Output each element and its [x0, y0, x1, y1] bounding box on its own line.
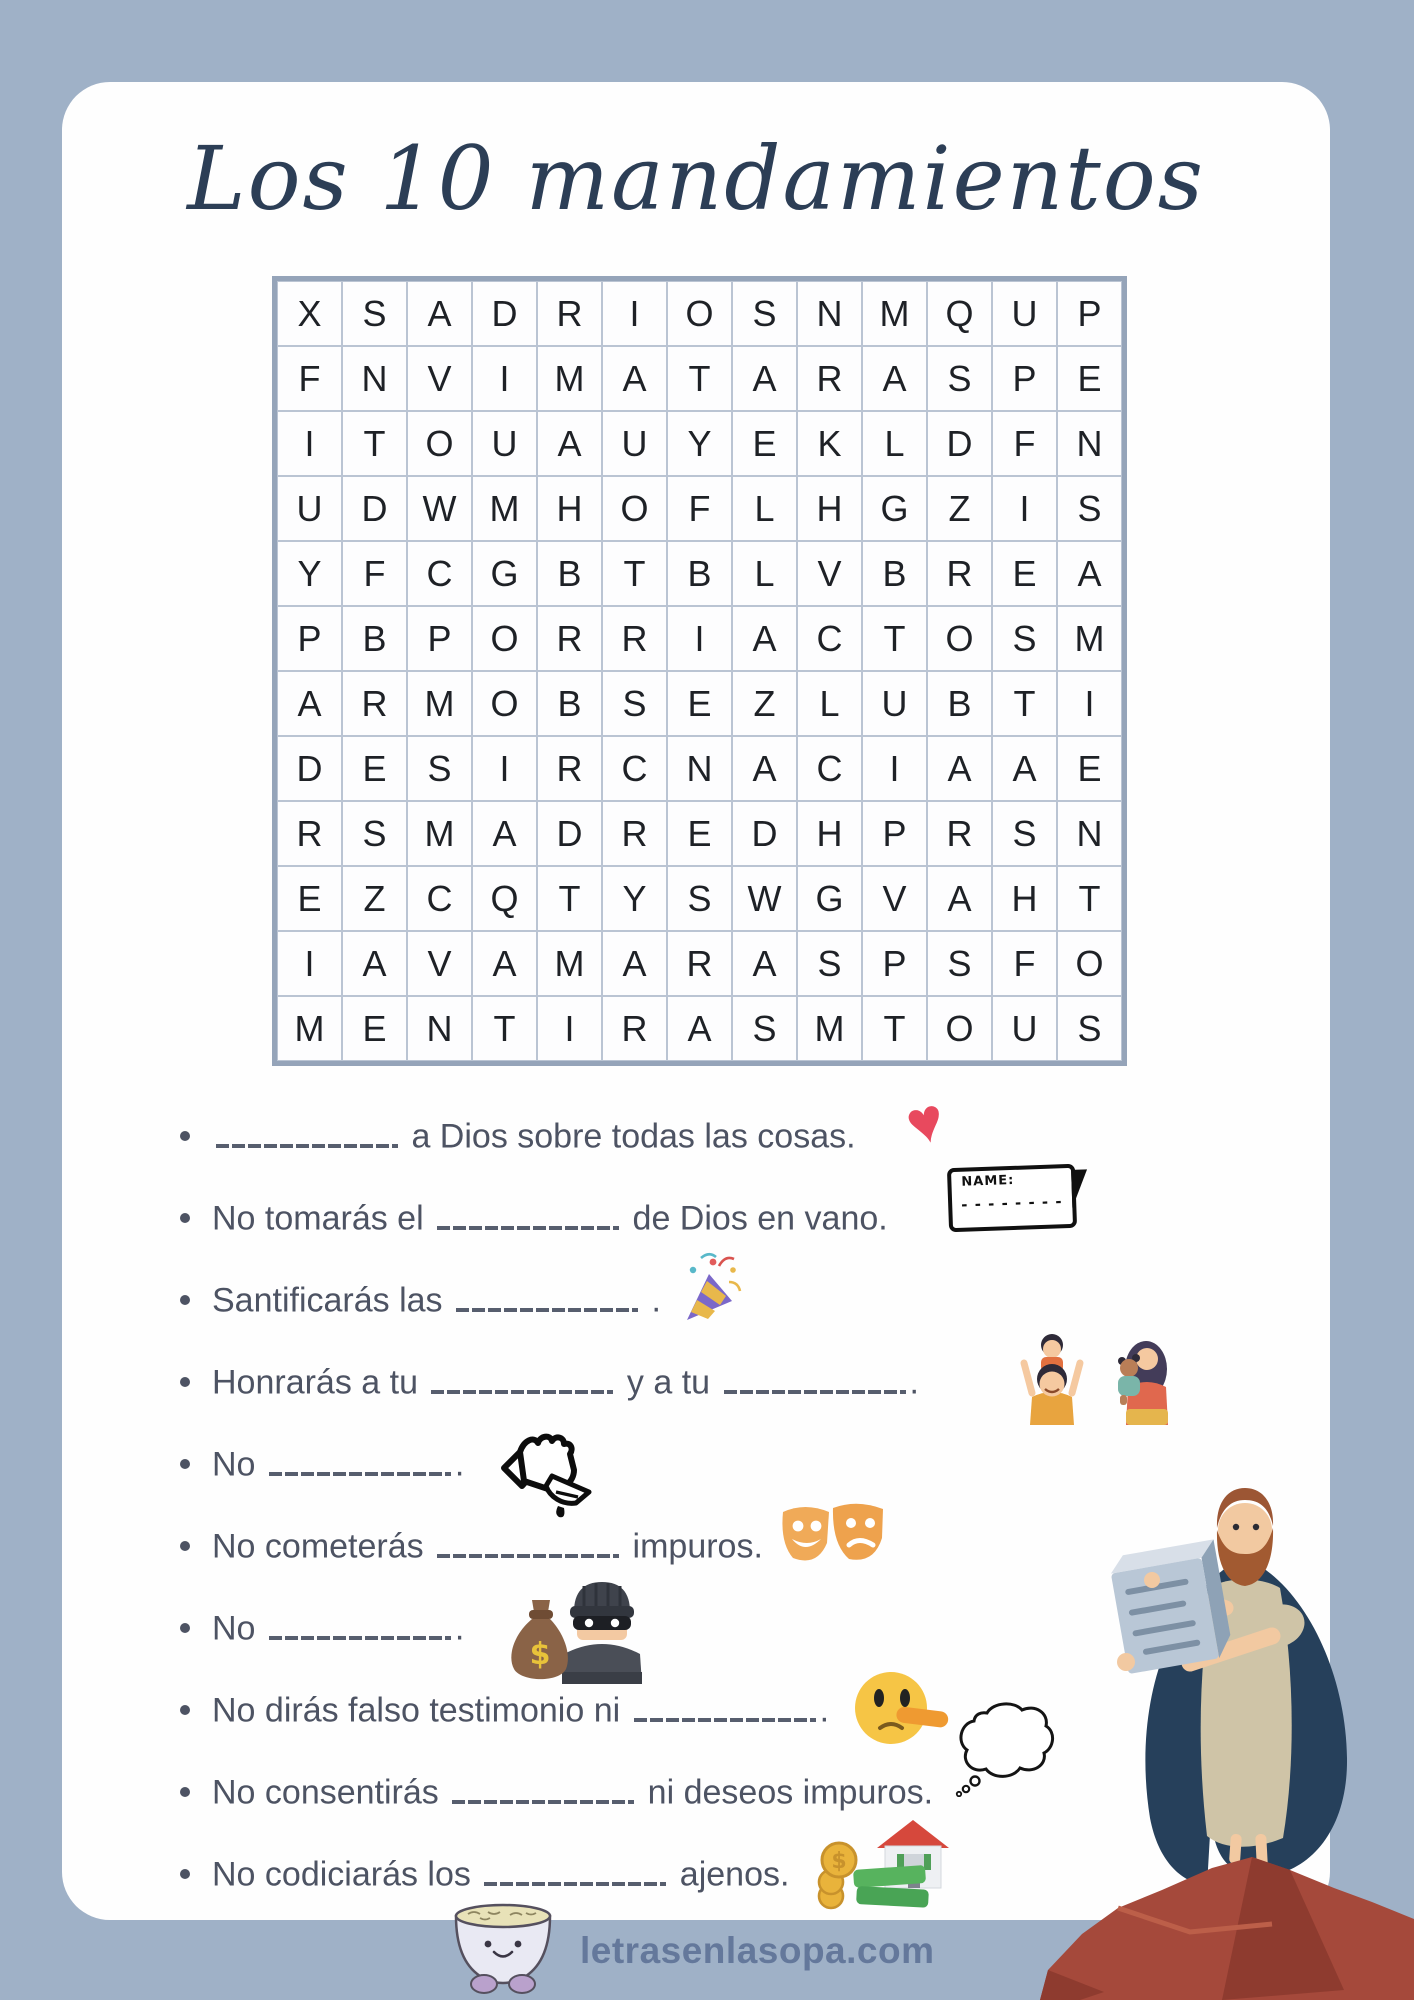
- footer-site-text: letrasenlasopa.com: [580, 1930, 935, 1971]
- word-search-grid: [272, 276, 1127, 1066]
- grid-cell-r2c10[interactable]: A: [862, 346, 927, 411]
- grid-cell-r2c7[interactable]: T: [667, 346, 732, 411]
- grid-cell-r6c8[interactable]: A: [732, 606, 797, 671]
- answer-blank[interactable]: [269, 1607, 451, 1639]
- grid-cell-r2c8[interactable]: A: [732, 346, 797, 411]
- name-card-icon: NAME: - - - - - - - -: [948, 1166, 1076, 1230]
- clue-text: No .: [212, 1607, 464, 1648]
- grid-cell-r8c2[interactable]: E: [342, 736, 407, 801]
- party-popper-icon: [679, 1248, 745, 1324]
- grid-cell-r4c12[interactable]: I: [992, 476, 1057, 541]
- grid-cell-r8c4[interactable]: I: [472, 736, 537, 801]
- bullet-dot: [180, 1787, 190, 1797]
- grid-cell-r2c6[interactable]: A: [602, 346, 667, 411]
- heart-icon: ♥: [898, 1084, 952, 1160]
- clue-text: No codiciarás los ajenos.: [212, 1853, 789, 1894]
- grid-cell-r6c3[interactable]: P: [407, 606, 472, 671]
- grid-cell-r7c1[interactable]: A: [277, 671, 342, 736]
- grid-cell-r4c10[interactable]: G: [862, 476, 927, 541]
- grid-cell-r10c1[interactable]: E: [277, 866, 342, 931]
- grid-cell-r5c10[interactable]: B: [862, 541, 927, 606]
- knife-hand-icon: [492, 1428, 592, 1520]
- bullet-dot: [180, 1541, 190, 1551]
- bullet-dot: [180, 1131, 190, 1141]
- grid-cell-r5c4[interactable]: G: [472, 541, 537, 606]
- grid-cell-r8c13[interactable]: E: [1057, 736, 1122, 801]
- grid-cell-r4c6[interactable]: O: [602, 476, 667, 541]
- grid-cell-r6c4[interactable]: O: [472, 606, 537, 671]
- answer-blank[interactable]: [724, 1361, 906, 1393]
- thief-money-bag-icon: [504, 1576, 654, 1684]
- clue-text: No dirás falso testimonio ni .: [212, 1689, 829, 1730]
- grid-cell-r11c5[interactable]: M: [537, 931, 602, 996]
- grid-cell-r1c12[interactable]: U: [992, 281, 1057, 346]
- grid-cell-r7c10[interactable]: U: [862, 671, 927, 736]
- grid-cell-r1c1[interactable]: X: [277, 281, 342, 346]
- grid-cell-r12c4[interactable]: T: [472, 996, 537, 1061]
- bullet-dot: [180, 1213, 190, 1223]
- grid-cell-r11c7[interactable]: R: [667, 931, 732, 996]
- grid-cell-r11c12[interactable]: F: [992, 931, 1057, 996]
- svg-text:$: $: [831, 1849, 848, 1874]
- grid-cell-r12c3[interactable]: N: [407, 996, 472, 1061]
- answer-blank[interactable]: [484, 1853, 666, 1885]
- grid-cell-r4c1[interactable]: U: [277, 476, 342, 541]
- clue-text: No cometerás impuros.: [212, 1525, 763, 1566]
- grid-cell-r8c5[interactable]: R: [537, 736, 602, 801]
- bullet-dot: [180, 1623, 190, 1633]
- grid-cell-r11c10[interactable]: P: [862, 931, 927, 996]
- grid-cell-r1c11[interactable]: Q: [927, 281, 992, 346]
- grid-cell-r1c9[interactable]: N: [797, 281, 862, 346]
- grid-cell-r6c12[interactable]: S: [992, 606, 1057, 671]
- grid-cell-r9c1[interactable]: R: [277, 801, 342, 866]
- grid-cell-r3c5[interactable]: A: [537, 411, 602, 476]
- grid-cell-r5c6[interactable]: T: [602, 541, 667, 606]
- bullet-dot: [180, 1377, 190, 1387]
- grid-cell-r11c4[interactable]: A: [472, 931, 537, 996]
- grid-cell-r7c11[interactable]: B: [927, 671, 992, 736]
- grid-cell-r6c5[interactable]: R: [537, 606, 602, 671]
- grid-cell-r12c7[interactable]: A: [667, 996, 732, 1061]
- answer-blank[interactable]: [269, 1443, 451, 1475]
- grid-cell-r2c9[interactable]: R: [797, 346, 862, 411]
- grid-cell-r10c5[interactable]: T: [537, 866, 602, 931]
- grid-cell-r5c1[interactable]: Y: [277, 541, 342, 606]
- grid-cell-r7c7[interactable]: E: [667, 671, 732, 736]
- grid-cell-r12c12[interactable]: U: [992, 996, 1057, 1061]
- house-money-icon: [809, 1814, 959, 1914]
- answer-blank[interactable]: [456, 1279, 638, 1311]
- grid-cell-r5c3[interactable]: C: [407, 541, 472, 606]
- grid-cell-r3c8[interactable]: E: [732, 411, 797, 476]
- grid-cell-r3c1[interactable]: I: [277, 411, 342, 476]
- grid-cell-r4c2[interactable]: D: [342, 476, 407, 541]
- grid-cell-r1c10[interactable]: M: [862, 281, 927, 346]
- bullet-dot: [180, 1869, 190, 1879]
- grid-cell-r5c7[interactable]: B: [667, 541, 732, 606]
- grid-cell-r3c11[interactable]: D: [927, 411, 992, 476]
- grid-cell-r7c5[interactable]: B: [537, 671, 602, 736]
- grid-cell-r2c11[interactable]: S: [927, 346, 992, 411]
- clue-text: No tomarás el de Dios en vano.: [212, 1197, 888, 1238]
- grid-cell-r5c11[interactable]: R: [927, 541, 992, 606]
- grid-cell-r10c6[interactable]: Y: [602, 866, 667, 931]
- grid-cell-r5c13[interactable]: A: [1057, 541, 1122, 606]
- grid-cell-r4c5[interactable]: H: [537, 476, 602, 541]
- grid-cell-r4c3[interactable]: W: [407, 476, 472, 541]
- clue-text: a Dios sobre todas las cosas.: [212, 1115, 856, 1156]
- grid-cell-r1c7[interactable]: O: [667, 281, 732, 346]
- grid-cell-r12c5[interactable]: I: [537, 996, 602, 1061]
- grid-cell-r7c6[interactable]: S: [602, 671, 667, 736]
- clue-item-1: [180, 1084, 1360, 1177]
- moses-with-tablets-illustration: [1040, 1430, 1414, 2000]
- grid-cell-r7c3[interactable]: M: [407, 671, 472, 736]
- grid-cell-r8c3[interactable]: S: [407, 736, 472, 801]
- grid-cell-r9c11[interactable]: R: [927, 801, 992, 866]
- grid-cell-r6c1[interactable]: P: [277, 606, 342, 671]
- grid-cell-r11c13[interactable]: O: [1057, 931, 1122, 996]
- answer-blank[interactable]: [431, 1361, 613, 1393]
- grid-cell-r10c4[interactable]: Q: [472, 866, 537, 931]
- grid-cell-r5c8[interactable]: L: [732, 541, 797, 606]
- bullet-dot: [180, 1705, 190, 1715]
- grid-cell-r9c8[interactable]: D: [732, 801, 797, 866]
- grid-cell-r8c8[interactable]: A: [732, 736, 797, 801]
- grid-cell-r4c13[interactable]: S: [1057, 476, 1122, 541]
- grid-cell-r12c1[interactable]: M: [277, 996, 342, 1061]
- page-title: Los 10 mandamientos: [187, 126, 1205, 230]
- grid-cell-r11c11[interactable]: S: [927, 931, 992, 996]
- grid-cell-r12c10[interactable]: T: [862, 996, 927, 1061]
- grid-cell-r9c10[interactable]: P: [862, 801, 927, 866]
- grid-cell-r9c9[interactable]: H: [797, 801, 862, 866]
- grid-cell-r9c5[interactable]: D: [537, 801, 602, 866]
- grid-cell-r9c6[interactable]: R: [602, 801, 667, 866]
- grid-cell-r6c10[interactable]: T: [862, 606, 927, 671]
- grid-cell-r2c1[interactable]: F: [277, 346, 342, 411]
- grid-cell-r10c3[interactable]: C: [407, 866, 472, 931]
- grid-cell-r10c12[interactable]: H: [992, 866, 1057, 931]
- grid-cell-r6c2[interactable]: B: [342, 606, 407, 671]
- answer-blank[interactable]: [452, 1771, 634, 1803]
- clue-text: Honrarás a tu y a tu .: [212, 1361, 919, 1402]
- grid-cell-r6c11[interactable]: O: [927, 606, 992, 671]
- clue-item-3: [180, 1259, 1360, 1341]
- grid-cell-r2c4[interactable]: I: [472, 346, 537, 411]
- grid-cell-r2c2[interactable]: N: [342, 346, 407, 411]
- grid-cell-r1c4[interactable]: D: [472, 281, 537, 346]
- grid-cell-r7c8[interactable]: Z: [732, 671, 797, 736]
- grid-cell-r9c2[interactable]: S: [342, 801, 407, 866]
- grid-cell-r3c10[interactable]: L: [862, 411, 927, 476]
- grid-cell-r10c7[interactable]: S: [667, 866, 732, 931]
- grid-cell-r8c11[interactable]: A: [927, 736, 992, 801]
- soup-bowl-mascot-icon: [446, 1898, 562, 1996]
- grid-cell-r1c6[interactable]: I: [602, 281, 667, 346]
- grid-cell-r3c13[interactable]: N: [1057, 411, 1122, 476]
- grid-cell-r3c12[interactable]: F: [992, 411, 1057, 476]
- grid-cell-r3c2[interactable]: T: [342, 411, 407, 476]
- grid-cell-r4c7[interactable]: F: [667, 476, 732, 541]
- grid-cell-r9c7[interactable]: E: [667, 801, 732, 866]
- grid-cell-r8c9[interactable]: C: [797, 736, 862, 801]
- grid-cell-r12c8[interactable]: S: [732, 996, 797, 1061]
- grid-cell-r11c6[interactable]: A: [602, 931, 667, 996]
- grid-cell-r4c4[interactable]: M: [472, 476, 537, 541]
- clue-text: No .: [212, 1443, 464, 1484]
- grid-cell-r10c10[interactable]: V: [862, 866, 927, 931]
- grid-cell-r6c9[interactable]: C: [797, 606, 862, 671]
- grid-cell-r7c13[interactable]: I: [1057, 671, 1122, 736]
- grid-cell-r10c11[interactable]: A: [927, 866, 992, 931]
- grid-cell-r11c1[interactable]: I: [277, 931, 342, 996]
- grid-cell-r12c6[interactable]: R: [602, 996, 667, 1061]
- grid-cell-r8c6[interactable]: C: [602, 736, 667, 801]
- grid-cell-r9c13[interactable]: N: [1057, 801, 1122, 866]
- grid-cell-r4c9[interactable]: H: [797, 476, 862, 541]
- grid-cell-r11c2[interactable]: A: [342, 931, 407, 996]
- grid-cell-r11c9[interactable]: S: [797, 931, 862, 996]
- grid-cell-r7c4[interactable]: O: [472, 671, 537, 736]
- grid-cell-r12c2[interactable]: E: [342, 996, 407, 1061]
- grid-cell-r2c13[interactable]: E: [1057, 346, 1122, 411]
- grid-cell-r3c9[interactable]: K: [797, 411, 862, 476]
- lying-face-icon: [853, 1666, 955, 1750]
- grid-cell-r1c2[interactable]: S: [342, 281, 407, 346]
- grid-cell-r1c5[interactable]: R: [537, 281, 602, 346]
- answer-blank[interactable]: [437, 1197, 619, 1229]
- answer-blank[interactable]: [634, 1689, 816, 1721]
- grid-cell-r10c9[interactable]: G: [797, 866, 862, 931]
- grid-cell-r7c12[interactable]: T: [992, 671, 1057, 736]
- grid-cell-r11c8[interactable]: A: [732, 931, 797, 996]
- bullet-dot: [180, 1459, 190, 1469]
- clue-item-2: [180, 1172, 1360, 1259]
- grid-cell-r7c2[interactable]: R: [342, 671, 407, 736]
- bullet-dot: [180, 1295, 190, 1305]
- grid-cell-r10c13[interactable]: T: [1057, 866, 1122, 931]
- grid-cell-r10c2[interactable]: Z: [342, 866, 407, 931]
- grid-cell-r5c9[interactable]: V: [797, 541, 862, 606]
- clue-text: Santificarás las .: [212, 1279, 661, 1320]
- grid-cell-r3c6[interactable]: U: [602, 411, 667, 476]
- grid-cell-r12c13[interactable]: S: [1057, 996, 1122, 1061]
- grid-cell-r9c4[interactable]: A: [472, 801, 537, 866]
- grid-cell-r3c4[interactable]: U: [472, 411, 537, 476]
- grid-cell-r1c13[interactable]: P: [1057, 281, 1122, 346]
- grid-cell-r8c10[interactable]: I: [862, 736, 927, 801]
- grid-cell-r11c3[interactable]: V: [407, 931, 472, 996]
- grid-cell-r4c11[interactable]: Z: [927, 476, 992, 541]
- grid-cell-r12c11[interactable]: O: [927, 996, 992, 1061]
- grid-cell-r7c9[interactable]: L: [797, 671, 862, 736]
- grid-cell-r2c12[interactable]: P: [992, 346, 1057, 411]
- grid-cell-r5c12[interactable]: E: [992, 541, 1057, 606]
- grid-cell-r9c3[interactable]: M: [407, 801, 472, 866]
- grid-cell-r12c9[interactable]: M: [797, 996, 862, 1061]
- grid-cell-r2c5[interactable]: M: [537, 346, 602, 411]
- grid-cell-r6c13[interactable]: M: [1057, 606, 1122, 671]
- svg-text:$: $: [529, 1637, 551, 1672]
- grid-cell-r8c12[interactable]: A: [992, 736, 1057, 801]
- grid-cell-r4c8[interactable]: L: [732, 476, 797, 541]
- grid-cell-r8c7[interactable]: N: [667, 736, 732, 801]
- grid-cell-r5c5[interactable]: B: [537, 541, 602, 606]
- clue-item-4: [180, 1341, 1360, 1423]
- grid-cell-r8c1[interactable]: D: [277, 736, 342, 801]
- grid-cell-r6c7[interactable]: I: [667, 606, 732, 671]
- answer-blank[interactable]: [216, 1115, 398, 1147]
- family-icons: [1014, 1331, 1182, 1425]
- grid-cell-r5c2[interactable]: F: [342, 541, 407, 606]
- grid-cell-r10c8[interactable]: W: [732, 866, 797, 931]
- grid-cell-r6c6[interactable]: R: [602, 606, 667, 671]
- answer-blank[interactable]: [437, 1525, 619, 1557]
- grid-cell-r3c3[interactable]: O: [407, 411, 472, 476]
- clue-text: No consentirás ni deseos impuros.: [212, 1771, 933, 1812]
- grid-cell-r1c8[interactable]: S: [732, 281, 797, 346]
- grid-cell-r9c12[interactable]: S: [992, 801, 1057, 866]
- theater-masks-icon: [777, 1498, 891, 1578]
- grid-cell-r3c7[interactable]: Y: [667, 411, 732, 476]
- grid-cell-r1c3[interactable]: A: [407, 281, 472, 346]
- grid-cell-r2c3[interactable]: V: [407, 346, 472, 411]
